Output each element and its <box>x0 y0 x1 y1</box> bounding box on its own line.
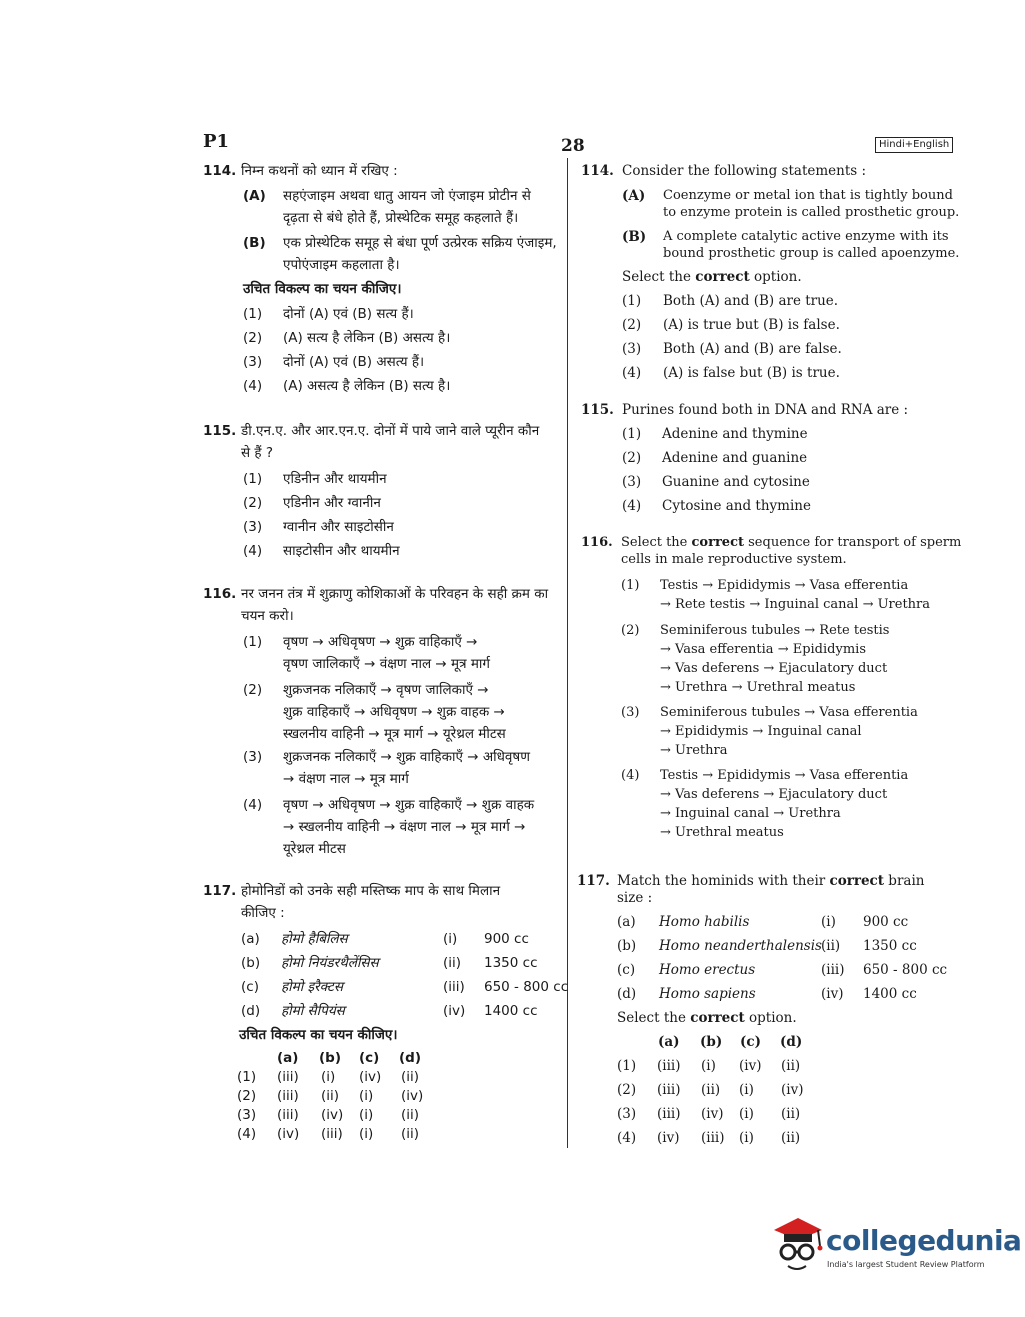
option-text: एडिनीन और ग्वानीन <box>283 495 381 511</box>
brain-size: 1350 cc <box>863 938 917 954</box>
answer-value: (ii) <box>701 1082 721 1098</box>
statement-a <box>243 185 531 226</box>
question-number: 116. <box>581 535 613 550</box>
instruction-text: option. <box>744 1010 797 1026</box>
statement-b-label: (B) <box>622 229 647 245</box>
option-label: (3) <box>243 354 263 370</box>
option-text: दोनों (A) एवं (B) असत्य हैं। <box>283 354 425 370</box>
statement-b <box>622 226 960 261</box>
option-line: → Epididymis → Inguinal canal <box>660 724 862 739</box>
question-stem-line-1 <box>617 870 924 892</box>
option-label: (2) <box>243 495 263 511</box>
question-stem: Purines found both in DNA and RNA are : <box>622 402 909 418</box>
hindi-column <box>203 0 569 1317</box>
statement-b-line-2: bound prosthetic group is called apoenzyme. <box>663 246 960 261</box>
answer-value: (iii) <box>321 1126 343 1142</box>
answer-value: (ii) <box>321 1088 340 1104</box>
stem-text: Match the hominids with their <box>617 873 830 889</box>
stem-emphasis: correct <box>691 535 744 550</box>
statement-b-label: (B) <box>243 235 266 251</box>
option-label: (2) <box>621 623 640 638</box>
answer-value: (i) <box>701 1058 716 1074</box>
hominid-name: होमो सैपियंस <box>281 1003 345 1019</box>
left-label: (c) <box>617 962 636 978</box>
statement-a-line-1: सहएंजाइम अथवा धातु आयन जो एंजाइम प्रोटीन से <box>283 188 531 204</box>
option-label: (4) <box>243 378 263 394</box>
option-label: (4) <box>243 543 263 559</box>
answer-value: (iv) <box>359 1069 382 1085</box>
option-text: Adenine and thymine <box>662 426 808 442</box>
answer-value: (i) <box>739 1082 754 1098</box>
answer-label: (2) <box>237 1088 257 1104</box>
answer-value: (ii) <box>401 1069 420 1085</box>
statement-a <box>622 185 960 220</box>
option-text: एडिनीन और थायमीन <box>283 471 387 487</box>
left-label: (c) <box>241 979 259 995</box>
question-stem-line-2: कीजिए : <box>241 905 285 921</box>
mascot-icon <box>770 1212 826 1276</box>
language-badge: Hindi+English <box>875 137 953 153</box>
left-label: (d) <box>617 986 637 1002</box>
question-number: 116. <box>203 586 237 602</box>
set-code: P1 <box>203 131 230 152</box>
brain-size: 650 - 800 cc <box>484 979 569 995</box>
collegedunia-logo[interactable] <box>770 1212 1022 1282</box>
brain-size: 1350 cc <box>484 955 538 971</box>
option-text: (A) is false but (B) is true. <box>663 365 840 381</box>
option-label: (1) <box>621 578 640 593</box>
brain-size: 900 cc <box>863 914 909 930</box>
instruction-text: option. <box>749 269 802 285</box>
question-stem-line-2: size : <box>617 890 653 906</box>
column-divider <box>567 158 568 1148</box>
question-number: 114. <box>203 163 237 179</box>
option-text: (A) असत्य है लेकिन (B) सत्य है। <box>283 378 451 394</box>
brain-size: 1400 cc <box>484 1003 538 1019</box>
option-line: शुक्र वाहिकाएँ → अधिवृषण → शुक्र वाहक → <box>283 704 505 720</box>
option-label: (4) <box>622 498 642 514</box>
hominid-name: होमो नियंडरथैलेंसिस <box>281 955 379 971</box>
statement-b-line-1: एक प्रोस्थेटिक समूह से बंधा पूर्ण उत्प्रेरक सक्रिय एंजाइम, <box>283 235 557 251</box>
statement-a-line-1: Coenzyme or metal ion that is tightly bound <box>663 188 953 203</box>
option-line: → Vas deferens → Ejaculatory duct <box>660 787 888 802</box>
option-line: → Urethra → Urethral meatus <box>660 680 856 695</box>
answer-value: (i) <box>739 1130 754 1146</box>
option-line: Testis → Epididymis → Vasa efferentia <box>660 578 909 593</box>
option-label: (4) <box>621 768 640 783</box>
question-number: 117. <box>203 883 237 899</box>
brain-size: 1400 cc <box>863 986 917 1002</box>
answer-value: (iii) <box>657 1058 681 1074</box>
right-label: (ii) <box>821 938 841 954</box>
option-label: (2) <box>622 450 642 466</box>
question-stem-line-2: cells in male reproductive system. <box>621 552 847 567</box>
hominid-name: Homo neanderthalensis <box>659 938 822 954</box>
answer-label: (3) <box>237 1107 257 1123</box>
stem-text: Select the <box>621 535 692 550</box>
question-number: 115. <box>203 423 237 439</box>
answer-value: (ii) <box>401 1107 420 1123</box>
statement-b-line-1: A complete catalytic active enzyme with its <box>663 229 949 244</box>
col-head: (c) <box>740 1034 761 1050</box>
answer-value: (iv) <box>701 1106 724 1122</box>
option-text: Adenine and guanine <box>662 450 808 466</box>
option-label: (3) <box>243 749 263 765</box>
answer-value: (iii) <box>277 1088 299 1104</box>
question-stem-line-1: डी.एन.ए. और आर.एन.ए. दोनों में पाये जाने वाले प्यूरीन कौन <box>241 423 540 439</box>
option-line: वृषण → अधिवृषण → शुक्र वाहिकाएँ → शुक्र वाहक <box>283 797 535 813</box>
answer-value: (iv) <box>739 1058 762 1074</box>
answer-label: (4) <box>617 1130 637 1146</box>
col-head: (a) <box>658 1034 680 1050</box>
statement-a-label: (A) <box>243 188 266 204</box>
option-line: शुक्रजनक नलिकाएँ → वृषण जालिकाएँ → <box>283 682 489 698</box>
instruction-emphasis: correct <box>690 1010 745 1026</box>
option-line: शुक्रजनक नलिकाएँ → शुक्र वाहिकाएँ → अधिवृषण <box>283 749 530 765</box>
stem-text: brain <box>884 873 925 889</box>
question-stem-line-1: होमोनिडों को उनके सही मस्तिष्क माप के साथ मिलान <box>241 883 501 899</box>
col-head: (d) <box>399 1050 422 1066</box>
option-label: (3) <box>622 474 642 490</box>
answer-value: (iv) <box>277 1126 300 1142</box>
answer-value: (ii) <box>781 1058 801 1074</box>
left-label: (d) <box>241 1003 261 1019</box>
right-label: (iv) <box>821 986 844 1002</box>
option-line: → वंक्षण नाल → मूत्र मार्ग <box>283 771 409 787</box>
option-text: (A) सत्य है लेकिन (B) असत्य है। <box>283 330 451 346</box>
option-text: Cytosine and thymine <box>662 498 811 514</box>
answer-value: (i) <box>359 1107 374 1123</box>
option-label: (1) <box>243 306 263 322</box>
answer-value: (iv) <box>321 1107 344 1123</box>
answer-value: (iii) <box>277 1069 299 1085</box>
col-head: (b) <box>319 1050 342 1066</box>
stem-text: sequence for transport of sperm <box>744 535 962 550</box>
option-line: → स्खलनीय वाहिनी → वंक्षण नाल → मूत्र मार्ग → <box>283 819 526 835</box>
option-line: Seminiferous tubules → Rete testis <box>660 623 890 638</box>
statement-b-line-2: एपोएंजाइम कहलाता है। <box>283 257 400 273</box>
answer-value: (i) <box>359 1126 374 1142</box>
statement-a-line-2: दृढ़ता से बंधे होते हैं, प्रोस्थेटिक समूह कहलाते हैं। <box>283 210 519 226</box>
right-label: (ii) <box>443 955 462 971</box>
left-label: (b) <box>617 938 637 954</box>
page-number: 28 <box>561 136 585 156</box>
brand-name: collegedunia <box>826 1224 1022 1257</box>
left-label: (b) <box>241 955 261 971</box>
col-head: (c) <box>359 1050 380 1066</box>
option-label: (1) <box>622 426 642 442</box>
english-column <box>577 0 962 1317</box>
question-stem: Consider the following statements : <box>622 163 867 179</box>
brand-tagline: India's largest Student Review Platform <box>827 1260 985 1269</box>
statement-a-line-2: to enzyme protein is called prosthetic group. <box>663 205 960 220</box>
option-line: यूरेथ्रल मीटस <box>283 841 346 857</box>
brain-size: 900 cc <box>484 931 529 947</box>
answer-value: (ii) <box>401 1126 420 1142</box>
option-label: (4) <box>243 797 263 813</box>
answer-value: (i) <box>321 1069 336 1085</box>
question-stem: निम्न कथनों को ध्यान में रखिए : <box>241 163 398 179</box>
answer-value: (i) <box>739 1106 754 1122</box>
question-number: 115. <box>581 402 614 418</box>
answer-value: (iv) <box>657 1130 680 1146</box>
col-head: (a) <box>277 1050 299 1066</box>
right-label: (iii) <box>821 962 845 978</box>
question-stem-line-2: चयन करो। <box>241 608 294 624</box>
option-label: (1) <box>243 471 263 487</box>
right-label: (i) <box>821 914 836 930</box>
option-line: वृषण जालिकाएँ → वंक्षण नाल → मूत्र मार्ग <box>283 656 491 672</box>
option-line: Seminiferous tubules → Vasa efferentia <box>660 705 918 720</box>
left-label: (a) <box>617 914 636 930</box>
option-label: (2) <box>243 330 263 346</box>
answer-value: (iii) <box>657 1106 681 1122</box>
right-label: (i) <box>443 931 458 947</box>
instruction-text: Select the <box>622 269 696 285</box>
option-line: → Rete testis → Inguinal canal → Urethra <box>660 597 931 612</box>
option-text: Both (A) and (B) are false. <box>663 341 842 357</box>
left-label: (a) <box>241 931 260 947</box>
instruction: उचित विकल्प का चयन कीजिए। <box>243 281 402 297</box>
hominid-name: Homo habilis <box>659 914 750 930</box>
option-line: Testis → Epididymis → Vasa efferentia <box>660 768 909 783</box>
option-label: (2) <box>622 317 642 333</box>
answer-value: (iii) <box>657 1082 681 1098</box>
hominid-name: होमो इरैक्टस <box>281 979 343 995</box>
answer-value: (ii) <box>781 1106 801 1122</box>
answer-value: (iv) <box>781 1082 804 1098</box>
option-text: ग्वानीन और साइटोसीन <box>283 519 394 535</box>
option-text: Guanine and cytosine <box>662 474 810 490</box>
stem-emphasis: correct <box>829 873 885 889</box>
option-label: (3) <box>622 341 642 357</box>
col-head: (b) <box>700 1034 723 1050</box>
right-label: (iii) <box>443 979 465 995</box>
answer-label: (4) <box>237 1126 257 1142</box>
answer-label: (2) <box>617 1082 637 1098</box>
answer-label: (1) <box>237 1069 257 1085</box>
question-number: 117. <box>577 873 610 889</box>
option-text: (A) is true but (B) is false. <box>663 317 840 333</box>
answer-value: (ii) <box>781 1130 801 1146</box>
hominid-name: Homo erectus <box>659 962 756 978</box>
hominid-name: Homo sapiens <box>659 986 756 1002</box>
question-stem-line-2: से हैं ? <box>241 445 274 461</box>
col-head: (d) <box>780 1034 803 1050</box>
option-text: साइटोसीन और थायमीन <box>283 543 400 559</box>
option-label: (4) <box>622 365 642 381</box>
statement-a-label: (A) <box>622 188 646 204</box>
option-line: → Urethra <box>660 743 728 758</box>
right-label: (iv) <box>443 1003 466 1019</box>
option-line: → Urethral meatus <box>660 825 784 840</box>
option-label: (3) <box>621 705 640 720</box>
answer-value: (i) <box>359 1088 374 1104</box>
answer-value: (iii) <box>701 1130 725 1146</box>
question-number: 114. <box>581 163 614 179</box>
answer-label: (1) <box>617 1058 637 1074</box>
instruction-text: Select the <box>617 1010 691 1026</box>
option-line: → Vas deferens → Ejaculatory duct <box>660 661 888 676</box>
instruction <box>617 1007 797 1029</box>
option-text: दोनों (A) एवं (B) सत्य हैं। <box>283 306 414 322</box>
instruction: उचित विकल्प का चयन कीजिए। <box>239 1027 398 1043</box>
option-line: → Vasa efferentia → Epididymis <box>660 642 866 657</box>
brain-size: 650 - 800 cc <box>863 962 948 978</box>
option-label: (3) <box>243 519 263 535</box>
option-label: (2) <box>243 682 263 698</box>
answer-value: (iv) <box>401 1088 424 1104</box>
option-line: वृषण → अधिवृषण → शुक्र वाहिकाएँ → <box>283 634 478 650</box>
answer-label: (3) <box>617 1106 637 1122</box>
option-label: (1) <box>622 293 642 309</box>
option-line: → Inguinal canal → Urethra <box>660 806 841 821</box>
statement-b <box>243 232 557 273</box>
question-stem-line-1: नर जनन तंत्र में शुक्राणु कोशिकाओं के परिवहन के सही क्रम का <box>241 586 549 602</box>
instruction <box>622 266 802 288</box>
option-line: स्खलनीय वाहिनी → मूत्र मार्ग → यूरेथ्रल मीटस <box>283 726 506 742</box>
answer-value: (iii) <box>277 1107 299 1123</box>
option-text: Both (A) and (B) are true. <box>663 293 839 309</box>
instruction-emphasis: correct <box>695 269 750 285</box>
hominid-name: होमो हैबिलिस <box>281 931 348 947</box>
option-label: (1) <box>243 634 263 650</box>
